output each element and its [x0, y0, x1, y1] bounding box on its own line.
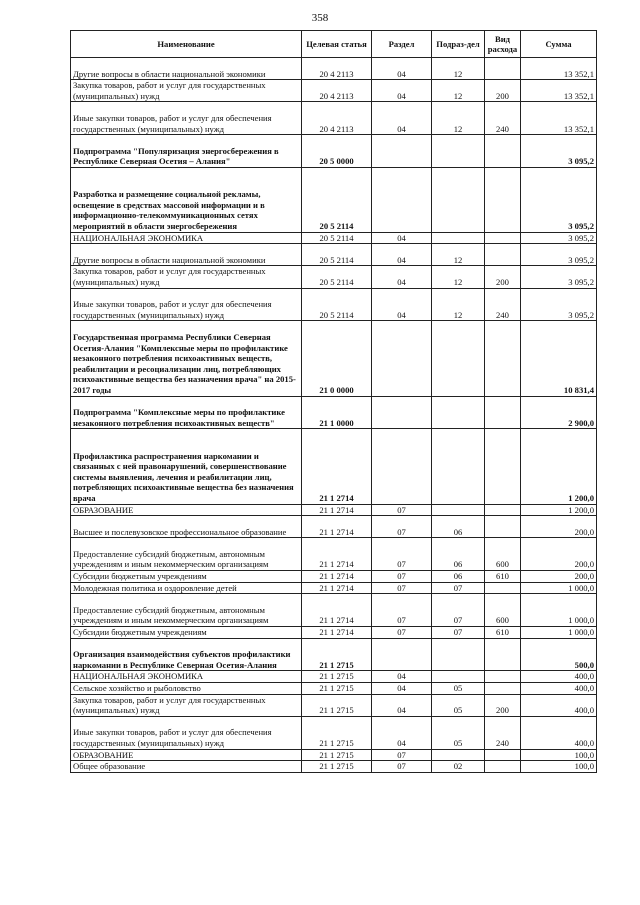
cell-code: 21 1 2714: [302, 504, 372, 516]
cell-code: 21 1 2715: [302, 671, 372, 683]
cell-expense: [485, 582, 521, 594]
table-row: [71, 638, 597, 671]
cell-code: 21 1 2715: [302, 761, 372, 773]
cell-name: ОБРАЗОВАНИЕ: [71, 749, 302, 761]
cell-amount: 1 200,0: [521, 429, 597, 504]
cell-subsection: 12: [432, 288, 485, 321]
cell-amount: 3 095,2: [521, 135, 597, 168]
cell-section: 07: [372, 594, 432, 627]
cell-name: Государственная программа Республики Северная Осетия-Алания "Комплексные меры по профилактике незаконного потребления психоактивных веществ, реабилитации и ресоциализации лиц, потребляющих психоактивные вещества без назначения врача" на 2015-2017 годы: [71, 321, 302, 396]
table-row: [71, 504, 597, 516]
cell-code: 20 5 2114: [302, 232, 372, 244]
cell-section: 07: [372, 571, 432, 583]
table-row: [71, 167, 597, 232]
cell-section: 07: [372, 516, 432, 538]
cell-amount: 400,0: [521, 716, 597, 749]
cell-subsection: 12: [432, 102, 485, 135]
cell-section: 04: [372, 102, 432, 135]
cell-section: 07: [372, 627, 432, 639]
table-row: [71, 102, 597, 135]
cell-section: 07: [372, 538, 432, 571]
cell-subsection: [432, 749, 485, 761]
table-row: [71, 761, 597, 773]
cell-section: 04: [372, 232, 432, 244]
cell-amount: 3 095,2: [521, 232, 597, 244]
table-row: [71, 266, 597, 288]
table-row: [71, 627, 597, 639]
cell-name: Закупка товаров, работ и услуг для государственных (муниципальных) нужд: [71, 80, 302, 102]
cell-code: 21 1 2715: [302, 694, 372, 716]
cell-expense: 240: [485, 288, 521, 321]
cell-expense: 200: [485, 80, 521, 102]
cell-name: Иные закупки товаров, работ и услуг для обеспечения государственных (муниципальных) нужд: [71, 716, 302, 749]
table-row: [71, 321, 597, 396]
cell-code: 21 1 2715: [302, 749, 372, 761]
cell-amount: 400,0: [521, 694, 597, 716]
cell-amount: 3 095,2: [521, 266, 597, 288]
cell-amount: 200,0: [521, 571, 597, 583]
cell-subsection: [432, 232, 485, 244]
cell-expense: 600: [485, 594, 521, 627]
cell-section: [372, 167, 432, 232]
table-row: [71, 516, 597, 538]
cell-code: 21 1 2714: [302, 538, 372, 571]
header-section: Раздел: [372, 31, 432, 58]
cell-amount: 500,0: [521, 638, 597, 671]
cell-subsection: 07: [432, 627, 485, 639]
cell-name: Подпрограмма "Популяризация энергосбережения в Республике Северная Осетия – Алания": [71, 135, 302, 168]
table-row: [71, 80, 597, 102]
cell-section: 04: [372, 266, 432, 288]
cell-amount: 13 352,1: [521, 102, 597, 135]
header-name: Наименование: [71, 31, 302, 58]
cell-expense: [485, 671, 521, 683]
cell-section: 04: [372, 244, 432, 266]
cell-subsection: [432, 429, 485, 504]
cell-section: [372, 638, 432, 671]
cell-expense: [485, 135, 521, 168]
cell-amount: 1 000,0: [521, 627, 597, 639]
cell-name: Иные закупки товаров, работ и услуг для обеспечения государственных (муниципальных) нужд: [71, 102, 302, 135]
cell-code: 21 1 2714: [302, 627, 372, 639]
cell-name: Организация взаимодействия субъектов профилактики наркомании в Республике Северная Осетия-Алания: [71, 638, 302, 671]
cell-expense: [485, 167, 521, 232]
header-subsection: Подраз-дел: [432, 31, 485, 58]
cell-expense: [485, 58, 521, 80]
cell-subsection: [432, 396, 485, 429]
cell-subsection: 02: [432, 761, 485, 773]
cell-subsection: 06: [432, 516, 485, 538]
cell-amount: 3 095,2: [521, 288, 597, 321]
page-number: 358: [311, 12, 329, 24]
cell-code: 21 1 2714: [302, 429, 372, 504]
cell-amount: 3 095,2: [521, 244, 597, 266]
cell-name: Подпрограмма "Комплексные меры по профилактике незаконного потребления психоактивных веществ": [71, 396, 302, 429]
cell-expense: 610: [485, 571, 521, 583]
table-row: [71, 571, 597, 583]
cell-section: 07: [372, 504, 432, 516]
cell-expense: [485, 321, 521, 396]
cell-expense: [485, 244, 521, 266]
cell-code: 20 5 2114: [302, 244, 372, 266]
cell-subsection: 07: [432, 594, 485, 627]
cell-code: 20 4 2113: [302, 80, 372, 102]
cell-section: [372, 396, 432, 429]
cell-amount: 1 200,0: [521, 504, 597, 516]
cell-section: 07: [372, 761, 432, 773]
cell-name: Иные закупки товаров, работ и услуг для обеспечения государственных (муниципальных) нужд: [71, 288, 302, 321]
cell-code: 21 1 0000: [302, 396, 372, 429]
cell-name: Разработка и размещение социальной рекламы, освещение в средствах массовой информации и в информационно-телекоммуникационных сетях мероприятий в области энергосбережения: [71, 167, 302, 232]
cell-expense: 240: [485, 102, 521, 135]
table-row: [71, 594, 597, 627]
cell-name: Другие вопросы в области национальной экономики: [71, 58, 302, 80]
cell-name: Профилактика распространения наркомании и связанных с ней правонарушений, совершенствование системы выявления, лечения и реабилитации лиц, потребляющих психоактивные вещества без назначения врача: [71, 429, 302, 504]
cell-code: 20 5 2114: [302, 167, 372, 232]
cell-expense: [485, 232, 521, 244]
cell-amount: 10 831,4: [521, 321, 597, 396]
table-header: [71, 31, 597, 58]
cell-amount: 1 000,0: [521, 594, 597, 627]
cell-expense: 240: [485, 716, 521, 749]
table-row: [71, 58, 597, 80]
cell-expense: 200: [485, 266, 521, 288]
cell-subsection: 05: [432, 694, 485, 716]
table-row: [71, 429, 597, 504]
cell-expense: 610: [485, 627, 521, 639]
cell-section: [372, 429, 432, 504]
cell-code: 21 1 2714: [302, 516, 372, 538]
cell-name: ОБРАЗОВАНИЕ: [71, 504, 302, 516]
cell-amount: 200,0: [521, 538, 597, 571]
cell-amount: 13 352,1: [521, 80, 597, 102]
table-row: [71, 244, 597, 266]
cell-expense: 600: [485, 538, 521, 571]
cell-section: 04: [372, 58, 432, 80]
cell-section: [372, 321, 432, 396]
cell-name: Закупка товаров, работ и услуг для государственных (муниципальных) нужд: [71, 694, 302, 716]
cell-name: Общее образование: [71, 761, 302, 773]
table-body: [71, 58, 597, 773]
cell-section: 04: [372, 694, 432, 716]
cell-expense: 200: [485, 694, 521, 716]
table-row: [71, 538, 597, 571]
cell-subsection: [432, 638, 485, 671]
cell-expense: [485, 683, 521, 695]
cell-subsection: 06: [432, 571, 485, 583]
cell-code: 21 1 2714: [302, 571, 372, 583]
cell-name: НАЦИОНАЛЬНАЯ ЭКОНОМИКА: [71, 671, 302, 683]
cell-expense: [485, 761, 521, 773]
cell-name: Молодежная политика и оздоровление детей: [71, 582, 302, 594]
cell-section: 04: [372, 716, 432, 749]
table-row: [71, 288, 597, 321]
cell-subsection: 06: [432, 538, 485, 571]
cell-code: 21 1 2714: [302, 594, 372, 627]
cell-code: 20 5 0000: [302, 135, 372, 168]
cell-subsection: [432, 671, 485, 683]
cell-amount: 400,0: [521, 671, 597, 683]
header-expense: Вид расхода: [485, 31, 521, 58]
table-row: [71, 683, 597, 695]
cell-section: 04: [372, 80, 432, 102]
cell-subsection: 05: [432, 716, 485, 749]
cell-section: 04: [372, 683, 432, 695]
cell-code: 20 5 2114: [302, 266, 372, 288]
cell-code: 20 5 2114: [302, 288, 372, 321]
cell-subsection: 07: [432, 582, 485, 594]
cell-amount: 2 900,0: [521, 396, 597, 429]
cell-section: 04: [372, 671, 432, 683]
budget-table: [70, 30, 597, 773]
table-row: [71, 671, 597, 683]
table-row: [71, 716, 597, 749]
cell-code: 20 4 2113: [302, 102, 372, 135]
table-row: [71, 694, 597, 716]
cell-expense: [485, 396, 521, 429]
table-row: [71, 135, 597, 168]
cell-expense: [485, 516, 521, 538]
cell-name: Сельское хозяйство и рыболовство: [71, 683, 302, 695]
cell-amount: 1 000,0: [521, 582, 597, 594]
cell-name: Другие вопросы в области национальной экономики: [71, 244, 302, 266]
table-row: [71, 232, 597, 244]
cell-section: [372, 135, 432, 168]
cell-subsection: [432, 321, 485, 396]
cell-subsection: 12: [432, 80, 485, 102]
table-row: [71, 749, 597, 761]
cell-code: 21 1 2715: [302, 716, 372, 749]
cell-amount: 100,0: [521, 761, 597, 773]
table-row: [71, 396, 597, 429]
cell-expense: [485, 638, 521, 671]
table-row: [71, 582, 597, 594]
header-amount: Сумма: [521, 31, 597, 58]
cell-subsection: [432, 504, 485, 516]
cell-expense: [485, 429, 521, 504]
cell-section: 07: [372, 582, 432, 594]
cell-subsection: 12: [432, 244, 485, 266]
cell-name: Высшее и послевузовское профессиональное образование: [71, 516, 302, 538]
cell-subsection: [432, 135, 485, 168]
cell-subsection: [432, 167, 485, 232]
cell-code: 21 1 2715: [302, 638, 372, 671]
header-code: Целевая статья: [302, 31, 372, 58]
cell-section: 04: [372, 288, 432, 321]
cell-amount: 200,0: [521, 516, 597, 538]
cell-code: 21 1 2715: [302, 683, 372, 695]
cell-expense: [485, 749, 521, 761]
cell-amount: 100,0: [521, 749, 597, 761]
cell-name: Предоставление субсидий бюджетным, автономным учреждениям и иным некоммерческим организациям: [71, 538, 302, 571]
cell-code: 21 0 0000: [302, 321, 372, 396]
cell-code: 20 4 2113: [302, 58, 372, 80]
cell-subsection: 05: [432, 683, 485, 695]
cell-amount: 13 352,1: [521, 58, 597, 80]
cell-name: Субсидии бюджетным учреждениям: [71, 627, 302, 639]
cell-name: НАЦИОНАЛЬНАЯ ЭКОНОМИКА: [71, 232, 302, 244]
cell-name: Субсидии бюджетным учреждениям: [71, 571, 302, 583]
cell-name: Предоставление субсидий бюджетным, автономным учреждениям и иным некоммерческим организациям: [71, 594, 302, 627]
cell-amount: 400,0: [521, 683, 597, 695]
cell-section: 07: [372, 749, 432, 761]
cell-expense: [485, 504, 521, 516]
cell-subsection: 12: [432, 266, 485, 288]
cell-subsection: 12: [432, 58, 485, 80]
cell-code: 21 1 2714: [302, 582, 372, 594]
cell-amount: 3 095,2: [521, 167, 597, 232]
cell-name: Закупка товаров, работ и услуг для государственных (муниципальных) нужд: [71, 266, 302, 288]
